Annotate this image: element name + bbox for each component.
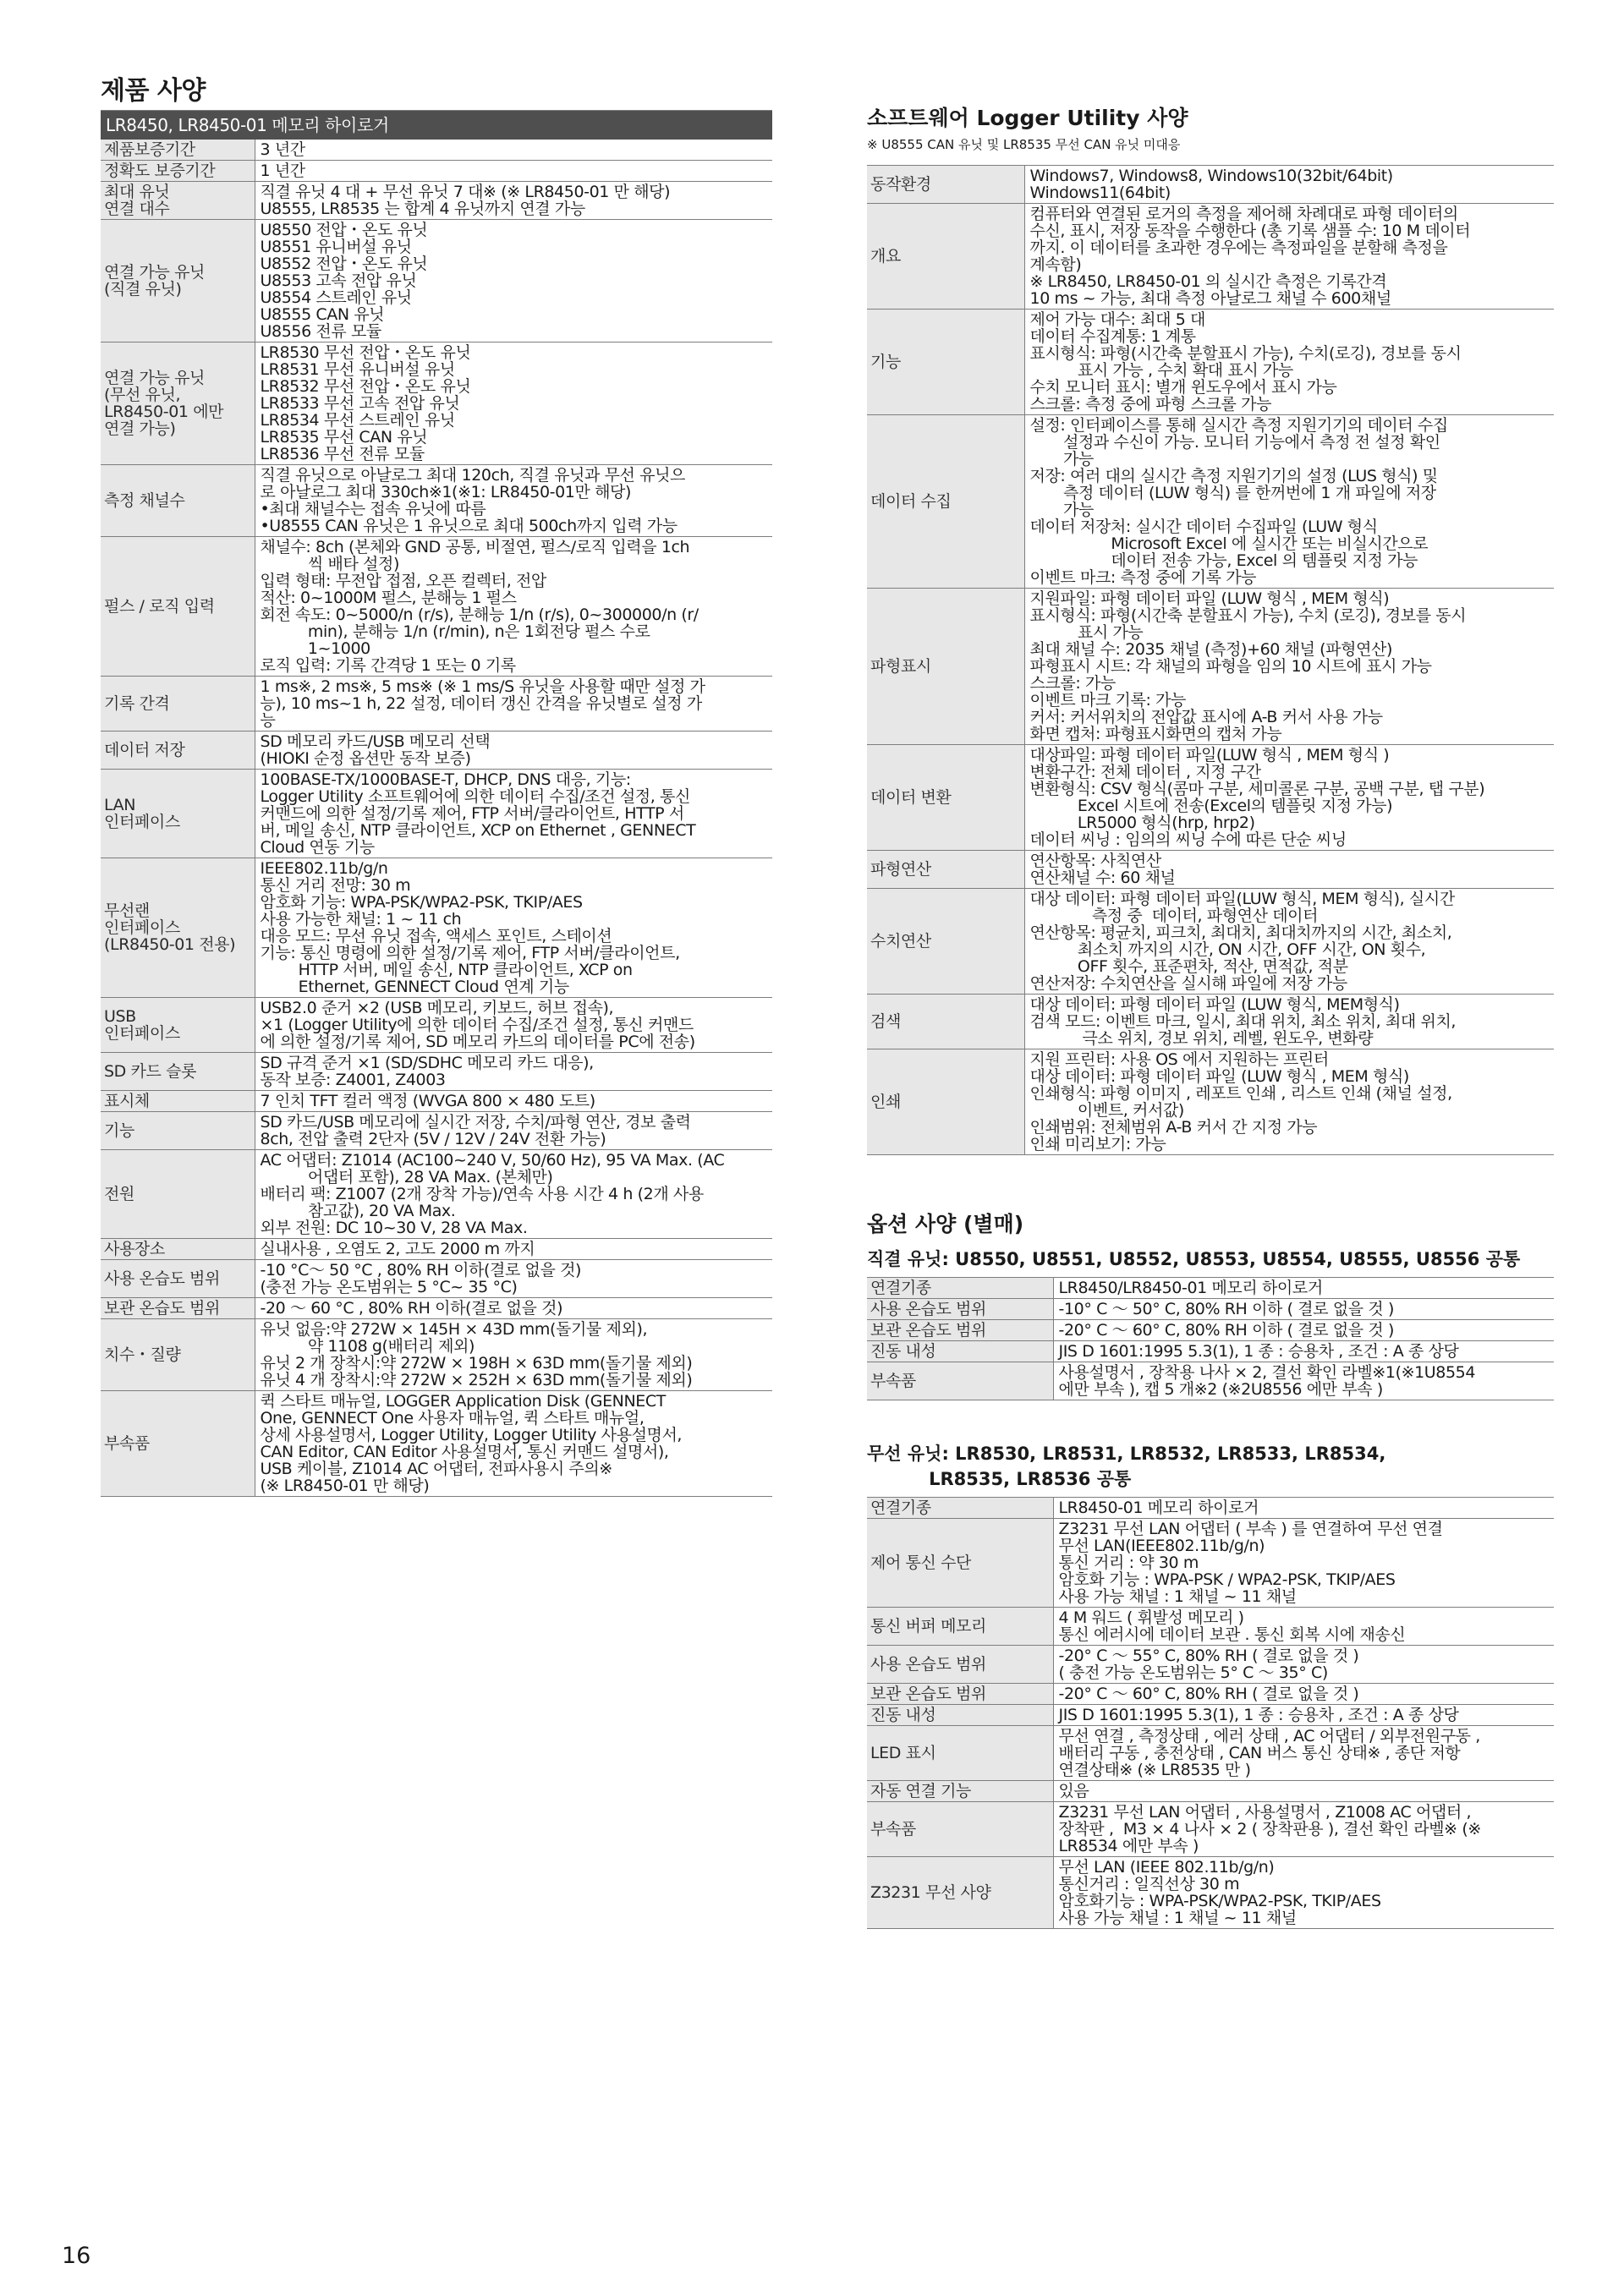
spec-value: 대상 데이터: 파형 데이터 파일 (LUW 형식, MEM형식) 검색 모드: 이벤트 마크, 일시, 최대 위치, 최소 위치, 최대 위치, 극소 위치, 경보 위치, 레벨, 윈도우, 변화량 <box>1024 995 1554 1049</box>
spec-value: AC 어댑터: Z1014 (AC100~240 V, 50/60 Hz), 95 VA Max. (AC 어댑터 포함), 28 VA Max. (본체만) 배터리 팩: Z1007 (2개 장착 가능)/연속 사용 시간 4 h (2개 사용 참고값), 20 VA Max. 외부 전원: DC 10~30 V, 28 VA Max. <box>255 1150 772 1239</box>
spec-label: 연결 가능 유닛 (무선 유닛, LR8450-01 에만 연결 가능) <box>101 342 255 465</box>
spec-row <box>867 1519 1554 1608</box>
spec-value: -20 ～ 60 °C , 80% RH 이하(결로 없을 것) <box>255 1298 772 1319</box>
spec-row <box>867 1802 1554 1857</box>
spec-value: LR8450/LR8450-01 메모리 하이로거 <box>1053 1278 1554 1299</box>
spec-value: SD 메모리 카드/USB 메모리 선택 (HIOKI 순정 옵션만 동작 보증) <box>255 732 772 770</box>
spec-value: LR8530 무선 전압・온도 유닛 LR8531 무선 유니버설 유닛 LR8532 무선 전압・온도 유닛 LR8533 무선 고속 전압 유닛 LR8534 무선 스트레인 유닛 LR8535 무선 CAN 유닛 LR8536 무선 전류 모듈 <box>255 342 772 465</box>
spec-value: 제어 가능 대수: 최대 5 대 데이터 수집계통: 1 계통 표시형식: 파형(시간축 분할표시 가능), 수치(로깅), 경보를 동시 표시 가능 , 수치 확대 표시 가능 수치 모니터 표시: 별개 윈도우에서 표시 가능 스크롤: 측정 중에 파형 스크롤 가능 <box>1024 310 1554 415</box>
spec-value: 컴퓨터와 연결된 로거의 측정을 제어해 차례대로 파형 데이터의 수신, 표시, 저장 동작을 수행한다 (총 기록 샘플 수: 10 M 데이터 까지. 이 데이터를 초과한 경우에는 측정파일을 분할해 측정을 계속함) ※ LR8450, LR8450-01 의 실시간 측정은 기록간격 10 ms ~ 가능, 최대 측정 아날로그 채널 수 600채널 <box>1024 204 1554 310</box>
spec-row <box>101 1319 772 1391</box>
spec-value: 지원파일: 파형 데이터 파일 (LUW 형식 , MEM 형식) 표시형식: 파형(시간축 분할표시 가능), 수치 (로깅), 경보를 동시 표시 가능 최대 채널 수: 2035 채널 (측정)+60 채널 (파형연산) 파형표시 시트: 각 채널의 파형을 임의 10 시트에 표시 가능 스크롤: 가능 이벤트 마크 기록: 가능 커서: 커서위치의 전압값 표시에 A-B 커서 사용 가능 화면 캡처: 파형표시화면의 캡처 가능 <box>1024 589 1554 745</box>
spec-value: -20° C ～ 55° C, 80% RH ( 결로 없을 것 ) ( 충전 가능 온도범위는 5° C ～ 35° C) <box>1053 1646 1554 1684</box>
spec-label: 제어 통신 수단 <box>867 1519 1053 1608</box>
spec-label: 사용장소 <box>101 1239 255 1260</box>
spec-value: 퀵 스타트 매뉴얼, LOGGER Application Disk (GENNECT One, GENNECT One 사용자 매뉴얼, 퀵 스타트 매뉴얼, 상세 사용설명서, Logger Utility, Logger Utility 사용설명서, CAN Editor, CAN Editor 사용설명서, 통신 커맨드 설명서), USB 케이블, Z1014 AC 어댑터, 전파사용시 주의※ (※ LR8450-01 만 해당) <box>255 1391 772 1497</box>
spec-label: 기록 간격 <box>101 677 255 732</box>
spec-label: 파형표시 <box>867 589 1024 745</box>
spec-label: 부속품 <box>867 1802 1053 1857</box>
spec-row <box>867 995 1554 1049</box>
spec-value: 설정: 인터페이스를 통해 실시간 측정 지원기기의 데이터 수집 설정과 수신이 가능. 모니터 기능에서 측정 전 설정 확인 가능 저장: 여러 대의 실시간 측정 지원기기의 설정 (LUS 형식) 및 측정 데이터 (LUW 형식) 를 한꺼번에 1 개 파일에 저장 가능 데이터 저장처: 실시간 데이터 수집파일 (LUW 형식 Microsoft Excel 에 실시간 또는 비실시간으로 데이터 전송 가능, Excel 의 템플릿 지정 가능 이벤트 마크: 측정 중에 기록 가능 <box>1024 415 1554 589</box>
spec-value: 7 인치 TFT 컬러 액정 (WVGA 800 × 480 도트) <box>255 1091 772 1112</box>
direct-units-table <box>867 1277 1554 1400</box>
spec-label: 최대 유닛 연결 대수 <box>101 182 255 220</box>
spec-row <box>867 415 1554 589</box>
spec-label: 측정 채널수 <box>101 465 255 537</box>
wireless-units-title: 무선 유닛: LR8530, LR8531, LR8532, LR8533, LR8534, LR8535, LR8536 공통 <box>867 1444 1386 1489</box>
spec-row <box>101 677 772 732</box>
spec-row <box>101 140 772 161</box>
spec-label: 보관 온습도 범위 <box>867 1320 1053 1341</box>
spec-row <box>101 537 772 677</box>
spec-row <box>101 161 772 182</box>
spec-row <box>101 182 772 220</box>
spec-row <box>867 204 1554 310</box>
spec-value: USB2.0 준거 ×2 (USB 메모리, 키보드, 허브 접속), ×1 (Logger Utility에 의한 데이터 수집/조건 설정, 통신 커맨드 에 의한 설정/기록 제어, SD 메모리 카드의 데이터를 PC에 전송) <box>255 998 772 1053</box>
spec-row <box>867 1362 1554 1400</box>
spec-row <box>101 1091 772 1112</box>
spec-label: 검색 <box>867 995 1024 1049</box>
spec-row <box>867 1049 1554 1155</box>
spec-label: LAN 인터페이스 <box>101 770 255 858</box>
spec-label: 인쇄 <box>867 1049 1024 1155</box>
spec-label: 진동 내성 <box>867 1341 1053 1362</box>
spec-value: Z3231 무선 LAN 어댑터 ( 부속 ) 를 연결하여 무선 연결 무선 LAN(IEEE802.11b/g/n) 통신 거리 : 약 30 m 암호화 기능 : WPA-PSK / WPA2-PSK, TKIP/AES 사용 가능 채널 : 1 채널 ~ 11 채널 <box>1053 1519 1554 1608</box>
spec-row <box>867 1320 1554 1341</box>
spec-label: USB 인터페이스 <box>101 998 255 1053</box>
spec-label: 진동 내성 <box>867 1705 1053 1726</box>
spec-value: SD 카드/USB 메모리에 실시간 저장, 수치/파형 연산, 경보 출력 8ch, 전압 출력 2단자 (5V / 12V / 24V 전환 가능) <box>255 1112 772 1150</box>
spec-row <box>867 1608 1554 1646</box>
software-section-note: ※ U8555 CAN 유닛 및 LR8535 무선 CAN 유닛 미대응 <box>867 137 1181 152</box>
spec-value: 연산항목: 사칙연산 연산채널 수: 60 채널 <box>1024 851 1554 889</box>
spec-label: 제품보증기간 <box>101 140 255 161</box>
spec-label: SD 카드 슬롯 <box>101 1053 255 1091</box>
spec-value: 사용설명서 , 장착용 나사 × 2, 결선 확인 라벨※1(※1U8554 에만 부속 ), 캡 5 개※2 (※2U8556 에만 부속 ) <box>1053 1362 1554 1400</box>
spec-value: -20° C ～ 60° C, 80% RH 이하 ( 결로 없을 것 ) <box>1053 1320 1554 1341</box>
spec-label: 통신 버퍼 메모리 <box>867 1608 1053 1646</box>
spec-value: 무선 연결 , 측정상태 , 에러 상태 , AC 어댑터 / 외부전원구동 , 배터리 구동 , 충전상태 , CAN 버스 통신 상태※ , 종단 저항 연결상태※ (※ LR8535 만 ) <box>1053 1726 1554 1781</box>
table-header-row <box>101 111 772 140</box>
spec-label: 기능 <box>101 1112 255 1150</box>
spec-label: 수치연산 <box>867 889 1024 995</box>
spec-value: 1 ms※, 2 ms※, 5 ms※ (※ 1 ms/S 유닛을 사용할 때만 설정 가 능), 10 ms~1 h, 22 설정, 데이터 갱신 간격을 유닛별로 설정 가 능 <box>255 677 772 732</box>
spec-label: 무선랜 인터페이스 (LR8450-01 전용) <box>101 858 255 998</box>
wireless-units-table <box>867 1497 1554 1929</box>
spec-label: 부속품 <box>101 1391 255 1497</box>
spec-row <box>101 732 772 770</box>
right-column <box>867 101 1554 1929</box>
spec-value: Windows7, Windows8, Windows10(32bit/64bit) Windows11(64bit) <box>1024 166 1554 204</box>
spec-value: -10° C ～ 50° C, 80% RH 이하 ( 결로 없을 것 ) <box>1053 1299 1554 1320</box>
spec-label: 데이터 수집 <box>867 415 1024 589</box>
options-section-title: 옵션 사양 (별매) <box>867 1212 1024 1236</box>
spec-value: 있음 <box>1053 1781 1554 1802</box>
spec-row <box>867 1299 1554 1320</box>
spec-row <box>867 745 1554 851</box>
page-title: 제품 사양 <box>101 76 206 106</box>
spec-value: 대상파일: 파형 데이터 파일(LUW 형식 , MEM 형식 ) 변환구간: 전체 데이터 , 지정 구간 변환형식: CSV 형식(콤마 구분, 세미콜론 구분, 공백 구분, 탭 구분) Excel 시트에 전송(Excel의 템플릿 지정 가능) LR5000 형식(hrp, hrp2) 데이터 씨닝 : 임의의 씨닝 수에 따른 단순 씨닝 <box>1024 745 1554 851</box>
spec-row <box>867 851 1554 889</box>
spec-row <box>101 770 772 858</box>
spec-label: 연결 가능 유닛 (직결 유닛) <box>101 220 255 342</box>
spec-label: 부속품 <box>867 1362 1053 1400</box>
spec-value: 직결 유닛으로 아날로그 최대 120ch, 직결 유닛과 무선 유닛으 로 아날로그 최대 330ch※1(※1: LR8450-01만 해당) •최대 채널수는 접속 유닛에 따름 •U8555 CAN 유닛은 1 유닛으로 최대 500ch까지 입력 가능 <box>255 465 772 537</box>
spec-label: 데이터 저장 <box>101 732 255 770</box>
spec-value: JIS D 1601:1995 5.3(1), 1 종 : 승용차 , 조건 : A 종 상당 <box>1053 1341 1554 1362</box>
spec-label: 사용 온습도 범위 <box>101 1260 255 1298</box>
spec-label: 전원 <box>101 1150 255 1239</box>
spec-label: 연결기종 <box>867 1498 1053 1519</box>
spec-row <box>101 1260 772 1298</box>
spec-label: 보관 온습도 범위 <box>867 1684 1053 1705</box>
spec-value: U8550 전압・온도 유닛 U8551 유니버설 유닛 U8552 전압・온도 유닛 U8553 고속 전압 유닛 U8554 스트레인 유닛 U8555 CAN 유닛 U8556 전류 모듈 <box>255 220 772 342</box>
spec-value: Z3231 무선 LAN 어댑터 , 사용설명서 , Z1008 AC 어댑터 , 장착판 , M3 × 4 나사 × 2 ( 장착판용 ), 결선 확인 라벨※ (※ LR8534 에만 부속 ) <box>1053 1802 1554 1857</box>
spec-value: 1 년간 <box>255 161 772 182</box>
spec-label: LED 표시 <box>867 1726 1053 1781</box>
table-header: LR8450, LR8450-01 메모리 하이로거 <box>101 111 772 140</box>
spec-row <box>101 342 772 465</box>
spec-row <box>867 1705 1554 1726</box>
spec-label: 자동 연결 기능 <box>867 1781 1053 1802</box>
spec-row <box>101 220 772 342</box>
main-spec-column <box>101 110 772 1497</box>
spec-row <box>101 1053 772 1091</box>
spec-value: 직결 유닛 4 대 + 무선 유닛 7 대※ (※ LR8450-01 만 해당) U8555, LR8535 는 합계 4 유닛까지 연결 가능 <box>255 182 772 220</box>
spec-value: 무선 LAN (IEEE 802.11b/g/n) 통신거리 : 일직선상 30 m 암호화기능 : WPA-PSK/WPA2-PSK, TKIP/AES 사용 가능 채널 : 1 채널 ~ 11 채널 <box>1053 1857 1554 1929</box>
spec-row <box>867 589 1554 745</box>
spec-row <box>101 998 772 1053</box>
spec-value: IEEE802.11b/g/n 통신 거리 전망: 30 m 암호화 기능: WPA-PSK/WPA2-PSK, TKIP/AES 사용 가능한 채널: 1 ~ 11 ch 대응 모드: 무선 유닛 접속, 액세스 포인트, 스테이션 기능: 통신 명령에 의한 설정/기록 제어, FTP 서버/클라이언트, HTTP 서버, 메일 송신, NTP 클라이언트, XCP on Ethernet, GENNECT Cloud 연계 기능 <box>255 858 772 998</box>
spec-row <box>867 1498 1554 1519</box>
spec-value: -20° C ～ 60° C, 80% RH ( 결로 없을 것 ) <box>1053 1684 1554 1705</box>
spec-value: 100BASE-TX/1000BASE-T, DHCP, DNS 대응, 기능: Logger Utility 소프트웨어에 의한 데이터 수집/조건 설정, 통신 커맨드에 의한 설정/기록 제어, FTP 서버/클라이언트, HTTP 서 버, 메일 송신, NTP 클라이언트, XCP on Ethernet , GENNECT Cloud 연동 기능 <box>255 770 772 858</box>
spec-value: 4 M 워드 ( 휘발성 메모리 ) 통신 에러시에 데이터 보관 . 통신 회복 시에 재송신 <box>1053 1608 1554 1646</box>
spec-row <box>101 858 772 998</box>
spec-label: 보관 온습도 범위 <box>101 1298 255 1319</box>
spec-row <box>101 1239 772 1260</box>
spec-row <box>867 166 1554 204</box>
spec-row <box>867 1781 1554 1802</box>
page-number: 16 <box>62 2243 91 2269</box>
spec-row <box>867 1278 1554 1299</box>
spec-row <box>867 1726 1554 1781</box>
spec-value: 대상 데이터: 파형 데이터 파일(LUW 형식, MEM 형식), 실시간 측정 중 데이터, 파형연산 데이터 연산항목: 평균치, 피크치, 최대치, 최대치까지의 시간, 최소치, 최소치 까지의 시간, ON 시간, OFF 시간, ON 횟수, OFF 횟수, 표준편차, 적산, 면적값, 적분 연산저장: 수치연산을 실시해 파일에 저장 가능 <box>1024 889 1554 995</box>
spec-label: 사용 온습도 범위 <box>867 1646 1053 1684</box>
spec-row <box>867 1341 1554 1362</box>
spec-label: 사용 온습도 범위 <box>867 1299 1053 1320</box>
spec-value: 채널수: 8ch (본체와 GND 공통, 비절연, 펄스/로직 입력을 1ch 씩 배타 설정) 입력 형태: 무전압 접점, 오픈 컬렉터, 전압 적산: 0~1000M 펄스, 분해능 1 펄스 회전 속도: 0~5000/n (r/s), 분해능 1/n (r/s), 0~300000/n (r/ min), 분해능 1/n (r/min), n은 1회전당 펄스 수로 1~1000 로직 입력: 기록 간격당 1 또는 0 기록 <box>255 537 772 677</box>
spec-label: 표시체 <box>101 1091 255 1112</box>
spec-label: 치수・질량 <box>101 1319 255 1391</box>
spec-row <box>867 1646 1554 1684</box>
spec-row <box>101 1391 772 1497</box>
spec-label: 파형연산 <box>867 851 1024 889</box>
spec-label: 기능 <box>867 310 1024 415</box>
spec-value: 실내사용 , 오염도 2, 고도 2000 m 까지 <box>255 1239 772 1260</box>
direct-units-title: 직결 유닛: U8550, U8551, U8552, U8553, U8554, U8555, U8556 공통 <box>867 1249 1521 1269</box>
main-spec-table <box>101 110 772 1497</box>
spec-value: JIS D 1601:1995 5.3(1), 1 종 : 승용차 , 조건 : A 종 상당 <box>1053 1705 1554 1726</box>
spec-value: LR8450-01 메모리 하이로거 <box>1053 1498 1554 1519</box>
spec-row <box>867 889 1554 995</box>
spec-value: 지원 프린터: 사용 OS 에서 지원하는 프린터 대상 데이터: 파형 데이터 파일 (LUW 형식 , MEM 형식) 인쇄형식: 파형 이미지 , 레포트 인쇄 , 리스트 인쇄 (채널 설정, 이벤트, 커서값) 인쇄범위: 전체범위 A-B 커서 간 지정 가능 인쇄 미리보기: 가능 <box>1024 1049 1554 1155</box>
spec-label: Z3231 무선 사양 <box>867 1857 1053 1929</box>
spec-row <box>867 1857 1554 1929</box>
spec-label: 개요 <box>867 204 1024 310</box>
spec-label: 펄스 / 로직 입력 <box>101 537 255 677</box>
spec-value: 3 년간 <box>255 140 772 161</box>
spec-value: SD 규격 준거 ×1 (SD/SDHC 메모리 카드 대응), 동작 보증: Z4001, Z4003 <box>255 1053 772 1091</box>
software-spec-table <box>867 165 1554 1155</box>
spec-value: -10 °C～ 50 °C , 80% RH 이하(결로 없을 것) (충전 가능 온도범위는 5 °C~ 35 °C) <box>255 1260 772 1298</box>
spec-label: 정확도 보증기간 <box>101 161 255 182</box>
spec-value: 유닛 없음:약 272W × 145H × 43D mm(돌기물 제외), 약 1108 g(배터리 제외) 유닛 2 개 장착시:약 272W × 198H × 63D mm(돌기물 제외) 유닛 4 개 장착시:약 272W × 252H × 63D mm(돌기물 제외) <box>255 1319 772 1391</box>
spec-row <box>101 1298 772 1319</box>
software-section-title: 소프트웨어 Logger Utility 사양 <box>867 106 1188 130</box>
spec-row <box>867 1684 1554 1705</box>
spec-row <box>101 465 772 537</box>
spec-label: 동작환경 <box>867 166 1024 204</box>
spec-label: 연결기종 <box>867 1278 1053 1299</box>
spec-row <box>867 310 1554 415</box>
spec-label: 데이터 변환 <box>867 745 1024 851</box>
spec-row <box>101 1150 772 1239</box>
spec-row <box>101 1112 772 1150</box>
